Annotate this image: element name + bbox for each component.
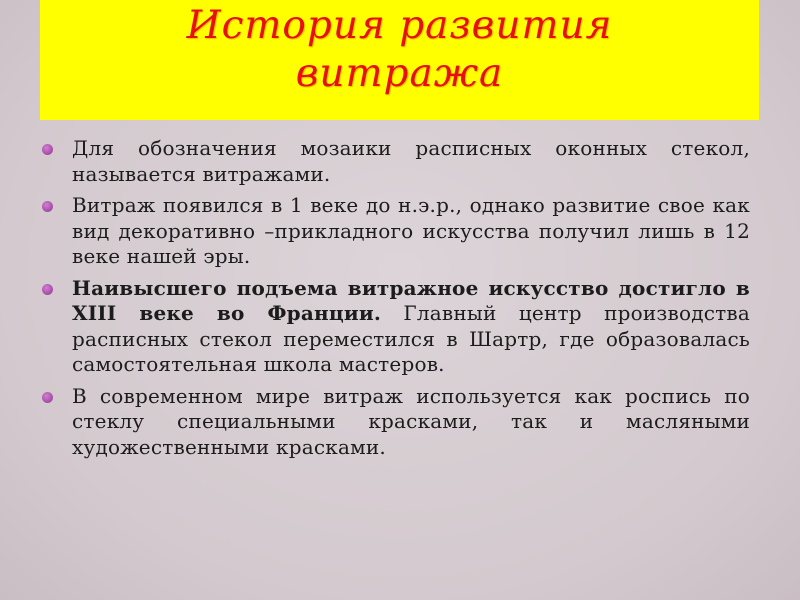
bullet-text-1: Для обозначения мозаики расписных оконных стекол, называется витражами.: [72, 136, 750, 186]
bullet-item-2: [40, 193, 750, 270]
bullet-dot-icon: [42, 392, 53, 403]
bullet-bold-text-3: Наивысшего подъема витражное искусство достигло в XIII веке во Франции.: [72, 275, 750, 325]
bullet-dot-icon: [42, 144, 53, 155]
bullet-text-3: Главный центр производства расписных стекол переместился в Шартр, где образовалась самостоятельная школа мастеров.: [72, 301, 750, 376]
bullet-item-4: [40, 384, 750, 461]
title-banner: [40, 0, 759, 120]
bullet-text-2: Витраж появился в 1 веке до н.э.р., однако развитие свое как вид декоративно –прикладного искусства получил лишь в 12 веке нашей эры.: [72, 193, 750, 268]
bullet-text-4: В современном мире витраж используется как роспись по стеклу специальными красками, так и масляными художественными красками.: [72, 383, 750, 459]
bullet-item-1: [40, 136, 750, 187]
slide-title-line-2: витража: [295, 51, 504, 96]
bullet-dot-icon: [42, 201, 53, 212]
bullet-dot-icon: [42, 284, 53, 295]
slide-title-line-1: История развития: [186, 3, 613, 48]
bullet-list: [40, 136, 750, 466]
bullet-item-3: [40, 276, 750, 378]
